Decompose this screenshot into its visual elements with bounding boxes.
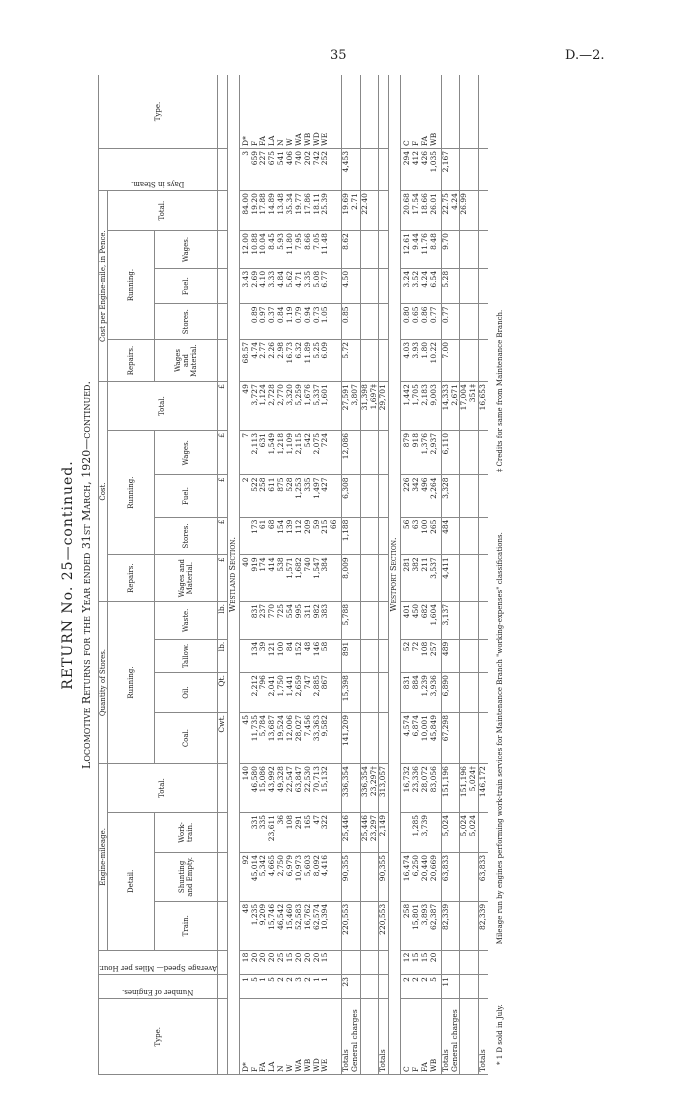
westport-final-label: Totals [479,999,488,1075]
header-coal: Coal. [154,713,217,764]
unit-pound: £ [217,517,227,555]
westport-shunting: 16,474 6,250 20,440 20,669 [401,852,441,901]
westland-repairs: 40 919 174 414 538 1,571 1,682 740 1,547 384 [239,555,341,602]
header-wages: Wages. [154,431,217,475]
westland-final-label: Totals [379,999,389,1075]
westport-final-shunting: 63,833 [479,852,488,901]
header-quantity-stores: Quantity of Stores. [99,601,108,763]
westport-totals-train: 82,339 [441,901,450,950]
westland-totals-pm-fuel: 4.50 [342,268,351,304]
westland-shunting: 92 45,014 5,342 4,665 2,750 6,979 10,973 5,603 8,092 4,416 [239,852,341,901]
westland-waste: 831 237 770 725 554 995 311 982 383 [239,601,341,639]
westport-totals-stores: 484 [441,517,450,555]
page-number: 35 [330,48,347,63]
westport-totals-pm-total: 22.75 [441,191,450,231]
westland-pm-total: 84.00 19.20 17.88 14.89 13.48 35.34 19.77 17.86 18.11 25.39 [239,191,341,231]
westport-pm-total: 20.68 17.54 18.66 26.01 [401,191,441,231]
westland-oil: 2,212 796 2,041 1,750 1,441 2,659 747 2,885 867 [239,673,341,713]
westland-type-right: D* F FA LA N W WA WB WD WE [239,75,341,148]
header-cost-total: Total. [108,382,218,431]
westland-total: 140 46,580 15,086 43,992 49,328 22,547 63,847 22,530 70,713 15,132 [239,764,341,813]
westport-general-row [451,75,460,1075]
westland-totals-row [342,75,351,1075]
westland-totals-oil: 15,398 [342,673,351,713]
header-mileage-total: Total. [108,764,218,813]
westport-pm-fuel: 3.24 3.52 4.24 6.54 [401,268,441,304]
westport-totals-label: Totals [441,999,450,1075]
westland-pm-stores: 0.89 0.97 0.37 0.84 1.19 0.79 0.94 0.73 1.05 [239,304,341,340]
westport-wages: 879 918 1,376 2,937 [401,431,441,475]
unit-coal: Cwt. [217,713,227,764]
westport-fuel: 226 342 496 2,264 [401,475,441,517]
westland-adjust-cost: 31,398 1,697‡ [360,382,379,431]
westland-totals-days: 4,453 [342,148,351,190]
westland-pm-fuel: 3.43 2.69 4.10 3.33 4.84 5.62 4.71 3.35 5.08 6.77 [239,268,341,304]
document-code: D.—2. [565,48,605,63]
westland-final-total: 313,057 [379,764,389,813]
header-pm-repairs: Repairs. [108,339,155,381]
westland-final-shunting: 90,355 [379,852,389,901]
westland-totals-label: Totals [342,999,351,1075]
westland-totals-pm-total: 19.69 [342,191,351,231]
westland-work: 331 335 23,611 36 108 291 165 47 322 [239,812,341,852]
westport-pm-stores: 0.80 0.65 0.86 0.77 [401,304,441,340]
westland-totals-wages: 12,086 [342,431,351,475]
unit-tallow: lb. [217,639,227,672]
westport-oil: 831 884 1,239 3,936 [401,673,441,713]
westport-stores: 56 63 100 265 [401,517,441,555]
westland-final-train: 220,553 [379,901,389,950]
westland-general-row [351,75,360,1075]
westport-totals-work: 5,024 [441,812,450,852]
westland-rows [239,75,341,1075]
westland-totals-stores: 1,188 [342,517,351,555]
header-number-engines: Number of Engines. [99,975,218,999]
header-pm-wages-material: Wages and Material. [154,339,217,381]
westland-totals-work: 25,446 [342,812,351,852]
westport-waste: 401 450 682 1,604 [401,601,441,639]
westport-totals-pm-wages: 9.70 [441,231,450,269]
header-stores-running: Running. [108,601,155,763]
westport-type-right: C F FA WB [401,75,441,148]
westland-speed: 18 20 20 20 25 15 20 20 20 15 [239,950,341,974]
footnote-ddagger: ‡ Credits for same from Maintenance Branch. [495,309,504,473]
westport-totals-tallow: 489 [441,639,450,672]
header-days-in-steam: Days in Steam. [99,148,218,190]
header-pm-fuel: Fuel. [154,268,217,304]
westland-num: 1 5 1 5 2 2 3 2 1 1 [239,975,341,999]
westland-totals-pm-wages: 8.62 [342,231,351,269]
header-cost: Cost. [99,382,108,602]
westland-totals-pm-repairs: 5.72 [342,339,351,381]
return-title: RETURN No. 25—continued. [60,460,76,690]
westport-totals-days: 2,167 [441,148,450,190]
westland-pm-wages: 12.00 10.88 10.04 8.45 5.93 11.80 7.95 8.66 7.05 11.48 [239,231,341,269]
westland-totals-repairs: 8,009 [342,555,351,602]
westland-general-pm: 2.71 [351,191,360,231]
westland-totals-total: 336,354 [342,764,351,813]
westport-adjust-pm: 26.99 [460,191,479,231]
header-work-train: Work-train. [154,812,217,852]
header-cost-repairs: Repairs. [108,555,155,602]
westland-totals-cost-total: 27,591 [342,382,351,431]
westport-totals-waste: 3,137 [441,601,450,639]
header-type-right: Type. [99,75,218,148]
unit-pound: £ [217,555,227,602]
header-pm-wages: Wages. [154,231,217,269]
header-pm-running: Running. [108,231,155,340]
header-fuel: Fuel. [154,475,217,517]
westland-final-row [379,75,389,1075]
westport-totals-total: 151,196 [441,764,450,813]
unit-pound: £ [217,475,227,517]
rotated-table-page [60,75,660,1075]
westport-totals-repairs: 4,411 [441,555,450,602]
westport-adjust-row [460,75,479,1075]
header-type: Type. [99,999,218,1075]
westland-train: 48 1,235 9,209 15,746 46,542 15,460 52,583 16,762 62,574 10,394 [239,901,341,950]
header-cost-per-mile: Cost per Engine-mile, in Pence. [99,191,108,382]
header-waste: Waste. [154,601,217,639]
westport-final-total: 146,172 [479,764,488,813]
westport-type: C F FA WB [401,999,441,1075]
westport-adjust-work: 5,024 5,024 [460,812,479,852]
header-pm-stores: Stores. [154,304,217,340]
header-engine-mileage: Engine-mileage. [99,764,108,951]
westport-totals-fuel: 3,328 [441,475,450,517]
westport-totals-pm-repairs: 7.00 [441,339,450,381]
westland-final-work: 2,149 [379,812,389,852]
westland-totals-tallow: 891 [342,639,351,672]
westland-totals-num: 23 [342,975,351,999]
westport-final-cost: 16,653 [479,382,488,431]
westland-adjust-row [360,75,379,1075]
westport-totals-oil: 6,890 [441,673,450,713]
westport-general-pm: 4.24 [451,191,460,231]
westport-cost-total: 1,442 1,705 2,183 9,003 [401,382,441,431]
westland-totals-fuel: 6,308 [342,475,351,517]
header-shunting: Shunting and Empty. [154,852,217,901]
westland-adjust-work: 25,446 23,297 [360,812,379,852]
westland-type: D* F FA LA N W WA WB WD WE [239,999,341,1075]
section-westport: Westport Section. [389,75,401,1075]
westport-speed: 12 15 15 20 [401,950,441,974]
section-westland: Westland Section. [227,75,239,1075]
westport-train: 258 15,801 3,893 62,387 [401,901,441,950]
westland-coal: 45 11,735 5,784 13,687 19,524 12,006 28,027 7,456 33,363 9,582 [239,713,341,764]
header-pm-total: Total. [108,191,218,231]
header-average-speed: Average Speed— Miles per Hour. [99,950,218,974]
footnote-dagger: Mileage run by engines performing work-train services for Maintenance Branch "working-expenses" classifications. [495,532,504,945]
westport-rows [401,75,441,1075]
westland-adjust-pm: 22.40 [360,191,379,231]
westport-totals-num: 11 [441,975,450,999]
westport-repairs: 281 382 211 3,537 [401,555,441,602]
westport-days: 294 412 426 1,035 [401,148,441,190]
footnote-star: * 1 D sold in July. [495,1004,504,1065]
westland-totals-train: 220,553 [342,901,351,950]
header-wages-material: Wages and Material. [154,555,217,602]
header-oil: Oil. [154,673,217,713]
westland-general-cost: 3,807 [351,382,360,431]
header-detail: Detail. [108,812,155,950]
westport-adjust-cost: 17,004 351‡ [460,382,479,431]
footnotes [496,75,504,1075]
westport-totals-row [441,75,450,1075]
westport-totals-pm-stores: 0.77 [441,304,450,340]
westport-general-label: General charges [451,999,460,1075]
locomotive-returns-table [98,75,488,1075]
unit-pound: £ [217,431,227,475]
westland-pm-repairs: 68.57 4.74 2.77 2.26 2.98 16.73 6.32 11.89 5.25 6.09 [239,339,341,381]
westland-totals-waste: 5,788 [342,601,351,639]
header-tallow: Tallow. [154,639,217,672]
westport-coal: 4,574 6,874 10,001 45,849 [401,713,441,764]
westland-final-cost: 29,701 [379,382,389,431]
unit-waste: lb. [217,601,227,639]
unit-oil: Qt. [217,673,227,713]
westport-totals-shunting: 63,833 [441,852,450,901]
westport-totals-cost-total: 14,333 [441,382,450,431]
westland-stores: 173 61 68 154 139 112 209 59 215 66 [239,517,341,555]
westport-pm-repairs: 4.03 3.93 1.80 10.22 [401,339,441,381]
westland-totals-coal: 141,209 [342,713,351,764]
westland-cost-total: 49 3,727 1,124 2,728 2,770 3,320 5,259 1,676 5,337 1,601 [239,382,341,431]
westport-pm-wages: 12.61 9.44 11.76 8.48 [401,231,441,269]
westland-totals-pm-stores: 0.85 [342,304,351,340]
westland-general-label: General charges [351,999,360,1075]
westport-work: 1,285 3,739 [401,812,441,852]
unit-pound: £ [217,382,227,431]
westland-fuel: 2 522 258 611 875 528 1,253 335 1,497 427 [239,475,341,517]
westland-days: 3 659 227 675 541 406 740 202 742 252 [239,148,341,190]
westport-num: 2 2 2 5 [401,975,441,999]
westport-total: 16,732 23,336 28,072 83,056 [401,764,441,813]
westport-adjust-total: 151,196 5,024† [460,764,479,813]
westport-tallow: 52 72 108 257 [401,639,441,672]
westport-totals-coal: 67,298 [441,713,450,764]
westport-general-cost: 2,671 [451,382,460,431]
westland-wages: 7 2,113 631 1,549 1,218 1,109 2,115 542 2,075 724 [239,431,341,475]
westport-totals-pm-fuel: 5.28 [441,268,450,304]
westland-totals-shunting: 90,355 [342,852,351,901]
header-stores: Stores. [154,517,217,555]
westland-adjust-total: 336,354 23,297† [360,764,379,813]
westport-totals-wages: 6,110 [441,431,450,475]
return-subtitle: Locomotive Returns for the Year ended 31st March, 1920—continued. [80,381,93,769]
header-cost-running: Running. [108,431,155,555]
westport-final-train: 82,339 [479,901,488,950]
westland-tallow: 134 39 121 100 84 152 48 146 58 [239,639,341,672]
header-train: Train. [154,901,217,950]
westport-final-row [479,75,488,1075]
